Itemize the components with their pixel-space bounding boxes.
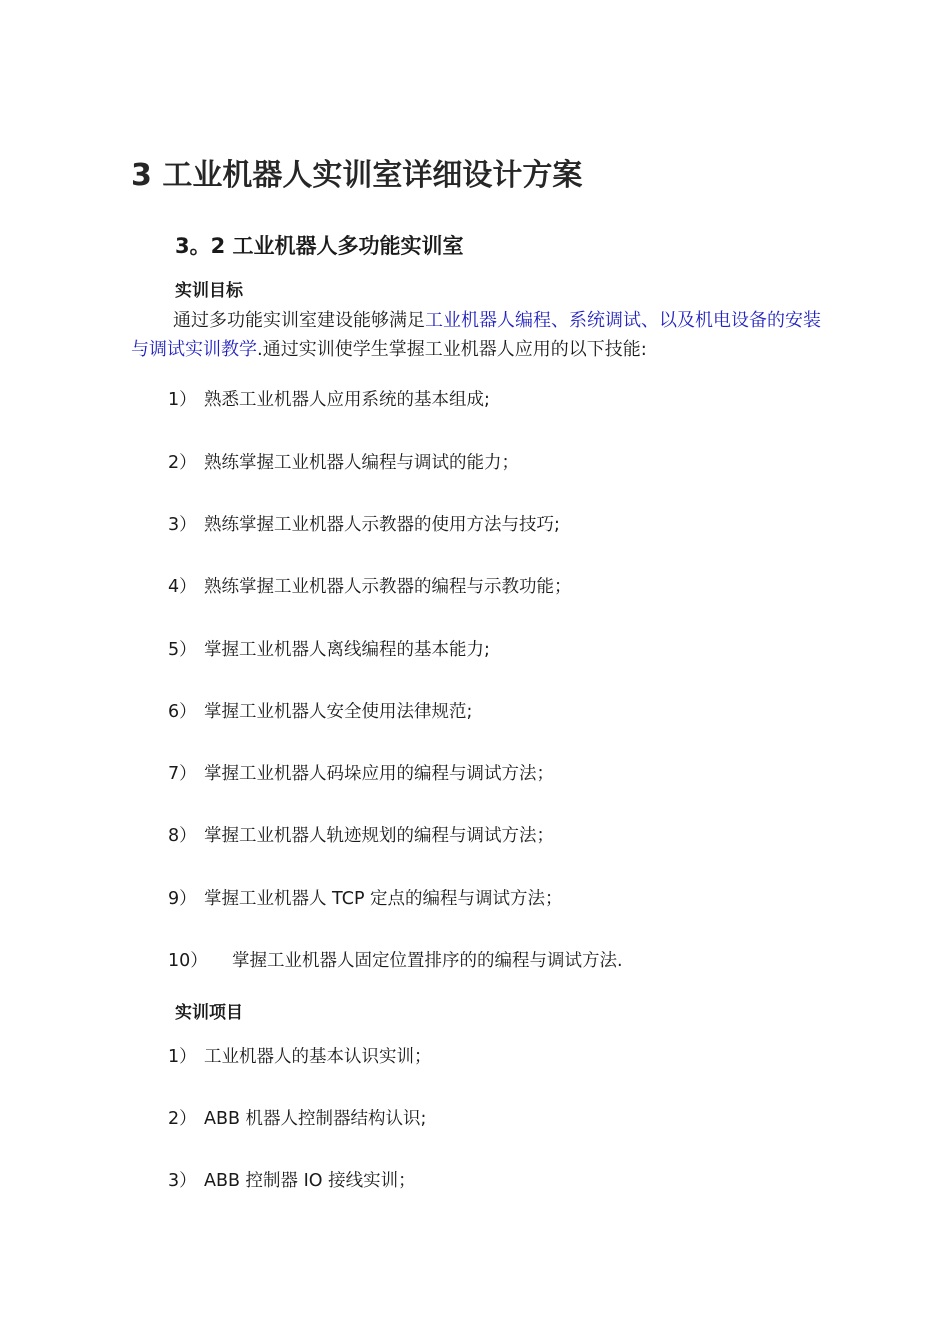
goal-item-number: 9） (168, 889, 197, 909)
goal-item (168, 822, 554, 847)
goal-item-text: 熟悉工业机器人应用系统的基本组成; (204, 390, 490, 410)
project-item-text: ABB 控制器 IO 接线实训； (204, 1171, 416, 1191)
section-heading: 3。2 工业机器人多功能实训室 (175, 234, 464, 258)
goal-item-number: 7） (168, 764, 197, 784)
goal-item (168, 698, 472, 723)
goals-heading: 实训目标 (175, 281, 243, 301)
goal-item-number: 3） (168, 515, 197, 535)
project-item-text: ABB 机器人控制器结构认识; (204, 1109, 427, 1129)
intro-text-before: 通过多功能实训室建设能够满足 (173, 310, 425, 331)
goal-item-number: 2） (168, 453, 197, 473)
goal-item-number: 4） (168, 577, 197, 597)
project-item (168, 1167, 416, 1192)
goal-item-text: 掌握工业机器人安全使用法律规范; (204, 702, 473, 722)
goal-item (168, 449, 519, 474)
project-item-text: 工业机器人的基本认识实训； (204, 1047, 432, 1067)
project-item (168, 1043, 432, 1068)
project-item-number: 3） (168, 1171, 197, 1191)
goal-item (168, 885, 563, 910)
intro-text-after: .通过实训使学生掌握工业机器人应用的以下技能: (257, 339, 647, 360)
project-item-number: 1） (168, 1047, 197, 1067)
projects-heading: 实训项目 (175, 1003, 243, 1023)
intro-link-text[interactable]: 工业机器人编程、系统调试、以及机电设备的安装与调试实训教学 (131, 310, 821, 360)
goal-item-text: 熟练掌握工业机器人示教器的使用方法与技巧; (204, 515, 560, 535)
project-item-number: 2） (168, 1109, 197, 1129)
goal-item-text: 掌握工业机器人 TCP 定点的编程与调试方法； (204, 889, 563, 909)
goal-item-text: 熟练掌握工业机器人编程与调试的能力； (204, 453, 519, 473)
goal-item-number: 8） (168, 826, 197, 846)
goal-item (168, 511, 560, 536)
goal-item (168, 636, 490, 661)
goal-item (168, 573, 572, 598)
goal-item-number: 5） (168, 640, 197, 660)
goal-item (168, 386, 490, 411)
goal-item-number: 1） (168, 390, 197, 410)
goal-item-text: 熟练掌握工业机器人示教器的编程与示教功能； (204, 577, 572, 597)
goal-item-text: 掌握工业机器人固定位置排序的的编程与调试方法. (232, 951, 623, 971)
goals-intro-paragraph (131, 306, 821, 364)
goal-item (168, 947, 623, 972)
goal-item-number: 6） (168, 702, 197, 722)
goal-item-text: 掌握工业机器人码垛应用的编程与调试方法； (204, 764, 554, 784)
document-title: 3 工业机器人实训室详细设计方案 (131, 158, 583, 193)
project-item (168, 1105, 426, 1130)
goal-item-text: 掌握工业机器人轨迹规划的编程与调试方法； (204, 826, 554, 846)
goal-item-number: 10） (168, 951, 208, 971)
goal-item (168, 760, 554, 785)
goal-item-text: 掌握工业机器人离线编程的基本能力; (204, 640, 490, 660)
